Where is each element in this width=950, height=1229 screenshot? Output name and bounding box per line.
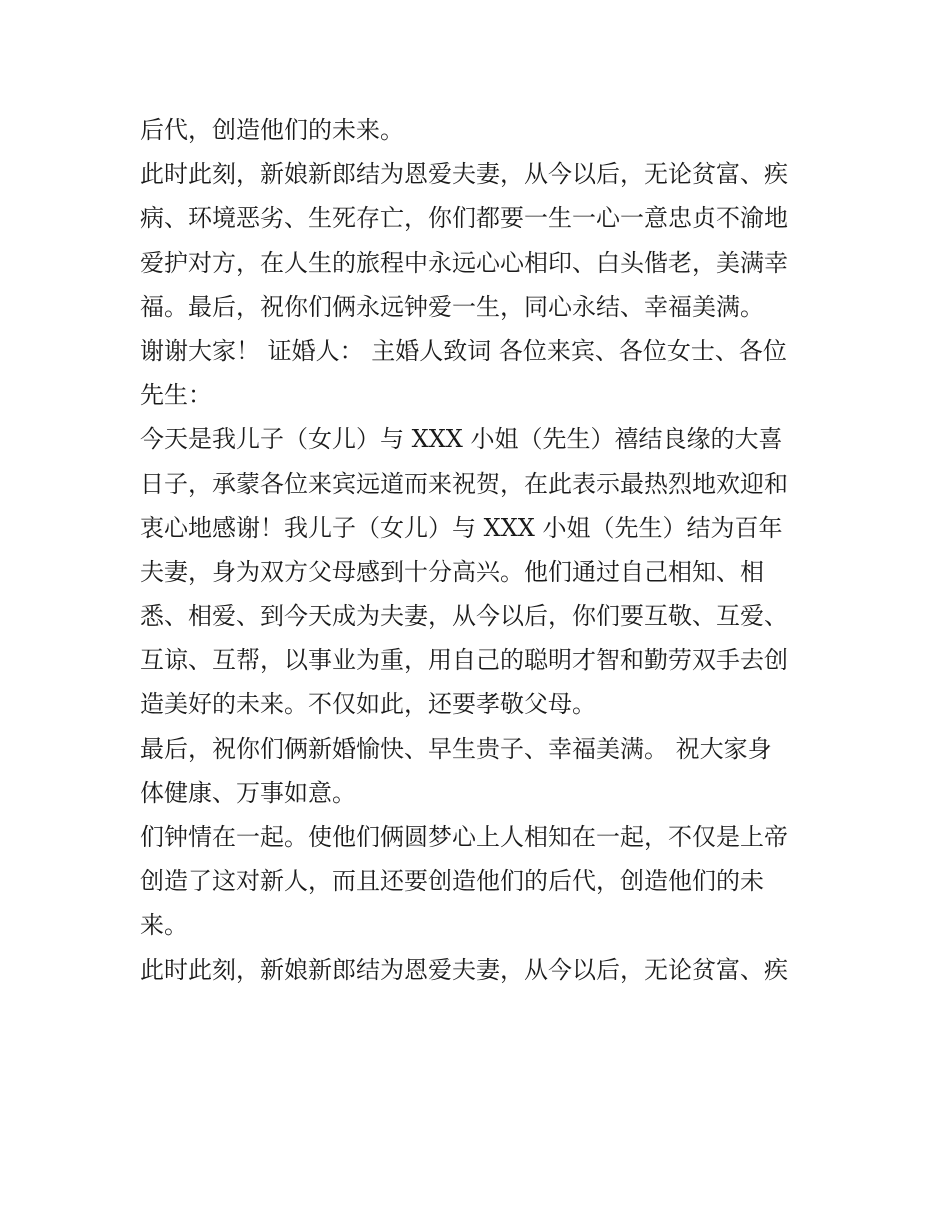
text-line-17: 们钟情在一起。使他们俩圆梦心上人相知在一起，不仅是上帝 [140, 823, 788, 851]
document-body [140, 108, 820, 992]
text-line-19: 来。 [140, 911, 188, 940]
text-line-1: 后代，创造他们的未来。 [140, 116, 404, 144]
text-line-13: 互谅、互帮，以事业为重，用自己的聪明才智和勤劳双手去创 [140, 646, 788, 675]
text-line-8: 今天是我儿子（女儿）与 XXX 小姐（先生）禧结良缘的大喜 [140, 425, 783, 454]
text-line-18: 创造了这对新人，而且还要创造他们的后代，创造他们的未 [140, 867, 764, 896]
text-line-9: 日子，承蒙各位来宾远道而来祝贺，在此表示最热烈地欢迎和 [140, 469, 788, 498]
text-line-5: 福。最后，祝你们俩永远钟爱一生，同心永结、幸福美满。 [140, 292, 764, 321]
text-line-11: 夫妻，身为双方父母感到十分高兴。他们通过自己相知、相 [140, 557, 764, 586]
text-line-14: 造美好的未来。不仅如此，还要孝敬父母。 [140, 690, 596, 719]
text-line-7: 先生： [140, 381, 212, 410]
text-line-6: 谢谢大家！ 证婚人： 主婚人致词 各位来宾、各位女士、各位 [140, 336, 787, 365]
text-line-3: 病、环境恶劣、生死存亡，你们都要一生一心一意忠贞不渝地 [140, 204, 788, 233]
text-line-16: 体健康、万事如意。 [140, 778, 356, 807]
text-line-10: 衷心地感谢！我儿子（女儿）与 XXX 小姐（先生）结为百年 [140, 513, 783, 542]
text-line-20: 此时此刻，新娘新郎结为恩爱夫妻，从今以后，无论贫富、疾 [140, 955, 788, 984]
text-line-4: 爱护对方，在人生的旅程中永远心心相印、白头偕老，美满幸 [140, 248, 788, 277]
text-line-15: 最后，祝你们俩新婚愉快、早生贵子、幸福美满。 祝大家身 [140, 734, 772, 763]
text-line-2: 此时此刻，新娘新郎结为恩爱夫妻，从今以后，无论贫富、疾 [140, 160, 788, 189]
text-line-12: 悉、相爱、到今天成为夫妻，从今以后，你们要互敬、互爱、 [140, 602, 788, 631]
